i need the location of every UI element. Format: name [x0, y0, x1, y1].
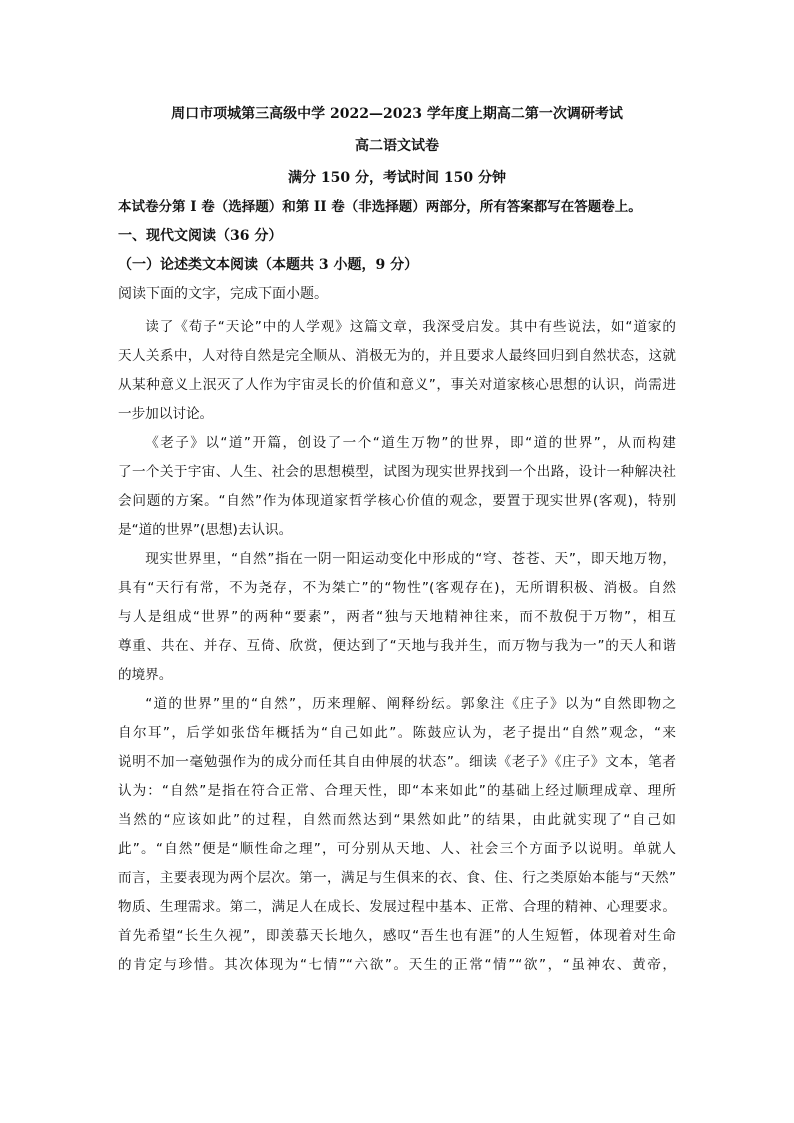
paragraph-line: 现实世界里，“自然”指在一阴一阳运动变化中形成的“穹、苍苍、天”，即天地万物，	[145, 551, 676, 567]
paragraph-line: 与人是组成“世界”的两种“要素”，两者“独与天地精神往来，而不敖倪于万物”，相互	[118, 609, 676, 625]
paragraph-line: 当然的“应该如此”的过程，自然而然达到“果然如此”的结果，由此就实现了“自己如	[118, 812, 676, 828]
paragraph-line: 首先希望“长生久视”，即羡慕天长地久，感叹“吾生也有涯”的人生短暂，体现着对生命	[118, 928, 676, 944]
paragraph-3	[118, 545, 676, 690]
paragraph-line: 是“道的世界”(思想)去认识。	[118, 522, 293, 538]
paragraph-line: 一步加以讨论。	[118, 406, 214, 422]
paragraph-line: 自尔耳”，后学如张岱年概括为“自己如此”。陈鼓应认为，老子提出“自然”观念，“来	[118, 725, 676, 741]
paragraph-line: 此”。“自然”便是“顺性命之理”，可分别从天地、人、社会三个方面予以说明。单就人	[118, 841, 676, 857]
paragraph-line: 而言，主要表现为两个层次。第一，满足与生俱来的衣、食、住、行之类原始本能与“天然”	[118, 870, 676, 886]
paragraph-line: 的肯定与珍惜。其次体现为“七情”“六欲”。天生的正常“情”“欲”，“虽神农、黄帝，	[118, 957, 676, 973]
subsection-heading: （一）论述类文本阅读（本题共 3 小题，9 分）	[118, 257, 419, 273]
paragraph-1	[118, 313, 676, 429]
section-heading: 一、现代文阅读（36 分）	[118, 228, 283, 244]
paragraph-line: 了一个关于宇宙、人生、社会的思想模型，试图为现实世界找到一个出路，设计一种解决社	[118, 464, 676, 480]
paragraph-line: 说明不加一毫勉强作为的成分而任其自由伸展的状态”。细读《老子》《庄子》文本，笔者	[118, 754, 676, 770]
exam-notice: 本试卷分第 I 卷（选择题）和第 II 卷（非选择题）两部分，所有答案都写在答题卷上。	[118, 199, 642, 215]
paragraph-line: 读了《荀子“天论”中的人学观》这篇文章，我深受启发。其中有些说法，如“道家的	[145, 319, 676, 335]
score-and-time: 满分 150 分，考试时间 150 分钟	[288, 170, 506, 186]
reading-instruction: 阅读下面的文字，完成下面小题。	[118, 286, 328, 302]
paragraph-4	[118, 690, 676, 980]
paragraph-line: 认为：“自然”是指在符合正常、合理天性，即“本来如此”的基础上经过顺理成章、理所	[118, 783, 676, 799]
exam-subtitle: 高二语文试卷	[355, 138, 439, 154]
paragraph-line: 的境界。	[118, 667, 173, 683]
paragraph-line: 尊重、共在、并存、互倚、欣赏，便达到了“天地与我并生，而万物与我为一”的天人和谐	[118, 638, 676, 654]
paragraph-2	[118, 429, 676, 545]
paragraph-line: 物质、生理需求。第二，满足人在成长、发展过程中基本、正常、合理的精神、心理要求。	[118, 899, 676, 915]
paragraph-line: 天人关系中，人对待自然是完全顺从、消极无为的，并且要求人最终回归到自然状态，这就	[118, 348, 676, 364]
exam-title: 周口市项城第三高级中学 2022—2023 学年度上期高二第一次调研考试	[171, 106, 623, 122]
paragraph-line: “道的世界”里的“自然”，历来理解、阐释纷纭。郭象注《庄子》以为“自然即物之	[145, 696, 676, 712]
paragraph-line: 会问题的方案。“自然”作为体现道家哲学核心价值的观念，要置于现实世界(客观)，特别	[118, 493, 676, 509]
paragraph-line: 具有“天行有常，不为尧存，不为桀亡”的“物性”(客观存在)，无所谓积极、消极。自然	[118, 580, 676, 596]
paragraph-line: 从某种意义上泯灭了人作为宇宙灵长的价值和意义”，事关对道家核心思想的认识，尚需进	[118, 377, 676, 393]
paragraph-line: 《老子》以“道”开篇，创设了一个“道生万物”的世界，即“道的世界”，从而构建	[145, 435, 676, 451]
